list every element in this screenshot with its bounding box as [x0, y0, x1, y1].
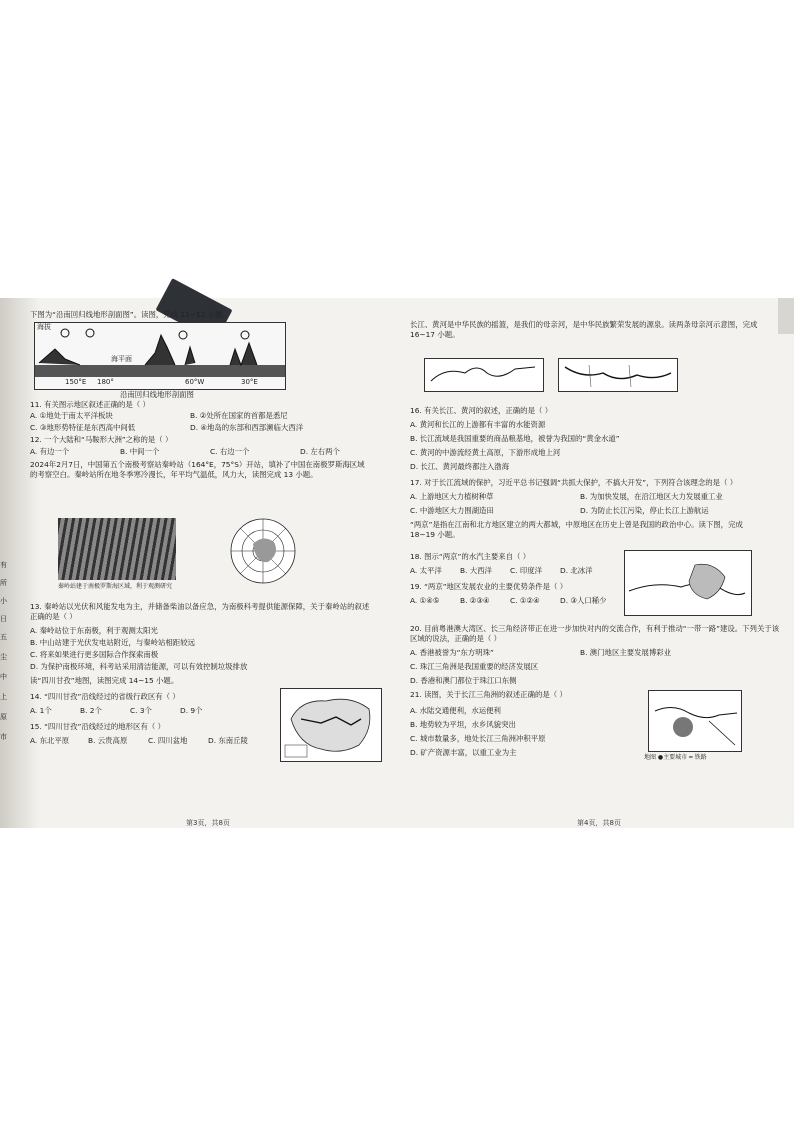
lon-label: 60°W	[185, 378, 205, 386]
q21-option-c: C. 城市数量多，地处长江三角洲冲积平原	[410, 734, 546, 743]
q21-option-b: B. 地势较为平坦，水乡风貌突出	[410, 720, 516, 729]
terrain-profile-figure	[34, 322, 286, 390]
q11-option-d: D. ④地岛的东部和西部濒临大西洋	[190, 423, 304, 432]
q15-option-a: A. 东北平原	[30, 736, 70, 745]
sea-level-label: 海平面	[111, 355, 132, 363]
q11-option-c: C. ③地形势特征是东西高中间低	[30, 423, 136, 432]
q18-option-d: D. 北冰洋	[560, 566, 593, 575]
yangtze-river-map	[558, 358, 678, 392]
yellow-river-map	[424, 358, 544, 392]
q14-stem: 14. “四川甘孜”沿线经过的省级行政区有（ ）	[30, 692, 180, 701]
edge-char: 尘	[0, 653, 7, 661]
q15-option-b: B. 云贵高原	[88, 736, 128, 745]
q14-option-d: D. 9个	[180, 706, 203, 715]
q15-option-c: C. 四川盆地	[148, 736, 188, 745]
q13-option-d: D. 为保护南极环境，科考站采用清洁能源，可以有效控制垃圾排放	[30, 662, 248, 671]
page-4	[410, 310, 780, 815]
q19-option-d: D. ③人口稀少	[560, 596, 607, 605]
polar-projection-map	[228, 516, 298, 586]
q16-option-d: D. 长江、黄河最终都注入渤海	[410, 462, 510, 471]
q12-option-a: A. 有边一个	[30, 447, 70, 456]
q18-stem: 18. 图示“两京”的水汽主要来自（ ）	[410, 552, 531, 561]
lon-label: 30°E	[241, 378, 258, 386]
passage-two-capitals: “两京”是指在江南和北方地区建立的两大都城，中原地区在历史上曾是我国的政治中心。读下图，完成 18~19 小题。	[410, 520, 743, 539]
edge-char: 小	[0, 597, 7, 605]
edge-char: 所	[0, 579, 7, 587]
q19-option-c: C. ①②④	[510, 596, 540, 605]
q17-option-c: C. 中游地区大力围湖造田	[410, 506, 494, 515]
q16-option-b: B. 长江流域是我国重要的商品粮基地，被誉为我国的“黄金水道”	[410, 434, 620, 443]
q21-option-d: D. 矿产资源丰富，以重工业为主	[410, 748, 517, 757]
q18-option-b: B. 大西洋	[460, 566, 492, 575]
page-number-left: 第3页，共8页	[186, 819, 230, 827]
q12-option-c: C. 右边一个	[210, 447, 250, 456]
q17-option-d: D. 为防止长江污染，停止长江上游航运	[580, 506, 709, 515]
q13-option-a: A. 秦岭站位于东南极，利于观测太阳光	[30, 626, 158, 635]
q20-stem: 20. 目前粤港澳大湾区、长三角经济带正在进一步加快对内的交流合作，有利于推动“一带一路”建设。下列关于该区域的说法，正确的是（ ）	[410, 624, 780, 643]
sheet-corner	[778, 298, 794, 334]
edge-char: 中	[0, 673, 7, 681]
q11-option-a: A. ①地处于南太平洋板块	[30, 411, 113, 420]
q16-option-a: A. 黄河和长江的上游都有丰富的水能资源	[410, 420, 546, 429]
q11-stem: 11. 有关图示地区叙述正确的是（ ）	[30, 400, 150, 409]
q16-stem: 16. 有关长江、黄河的叙述，正确的是（ ）	[410, 406, 553, 415]
figure-caption: 沿南回归线地形剖面图	[120, 390, 194, 399]
passage-qinling: 2024年2月7日，中国第五个南极考察站秦岭站（164°E，75°S）开站，填补了中国在南极罗斯海区域的考察空白。秦岭站所在地冬季寒冷漫长，年平均气温低，风力大，读图完成 13 小题。	[30, 460, 365, 479]
q18-option-c: C. 印度洋	[510, 566, 543, 575]
q12-option-b: B. 中间一个	[120, 447, 160, 456]
q20-option-b: B. 澳门地区主要发展博彩业	[580, 648, 672, 657]
q13-option-b: B. 中山站建于光伏发电站附近，与秦岭站相距较远	[30, 638, 195, 647]
edge-char: 五	[0, 633, 7, 641]
edge-char: 原	[0, 713, 7, 721]
yangtze-delta-map	[648, 690, 742, 752]
q14-option-a: A. 1个	[30, 706, 52, 715]
q16-option-c: C. 黄河的中游流经黄土高原，下游形成地上河	[410, 448, 561, 457]
q18-option-a: A. 太平洋	[410, 566, 442, 575]
edge-char: 日	[0, 615, 7, 623]
lon-label: 180°	[97, 378, 114, 386]
two-capitals-map	[624, 550, 752, 616]
q15-option-d: D. 东南丘陵	[208, 736, 248, 745]
passage-sichuan: 读“四川甘孜”地图，读图完成 14~15 小题。	[30, 676, 179, 685]
china-map-figure	[280, 688, 382, 762]
q12-stem: 12. 一个大陆和“马鞍形大洲”之称的是（ ）	[30, 435, 173, 444]
page-number-right: 第4页，共8页	[577, 819, 621, 827]
axis-label: 海拔	[37, 323, 51, 331]
map-legend: 地图 ●主要城市 ━ 铁路	[644, 754, 707, 761]
q17-stem: 17. 对于长江流域的保护，习近平总书记强调“共抓大保护，不搞大开发”，下列符合该理念的是（ ）	[410, 478, 738, 487]
q15-stem: 15. “四川甘孜”沿线经过的地形区有（ ）	[30, 722, 165, 731]
photo-caption: 秦岭站建于南极罗斯海区域，利于观测研究	[58, 583, 173, 590]
lon-label: 150°E	[65, 378, 87, 386]
station-photo	[58, 518, 176, 580]
q14-option-c: C. 3个	[130, 706, 152, 715]
q13-option-c: C. 将来如果进行更多国际合作探索南极	[30, 650, 159, 659]
q20-option-a: A. 香港被誉为“东方明珠”	[410, 648, 494, 657]
edge-char: 有	[0, 561, 7, 569]
q19-stem: 19. “两京”地区发展农业的主要优势条件是（ ）	[410, 582, 568, 591]
edge-char: 市	[0, 733, 7, 741]
q14-option-b: B. 2个	[80, 706, 102, 715]
q13-stem: 13. 秦岭站以光伏和风能发电为主，并储备柴油以备应急，为南极科考提供能源保障，关于秦岭站的叙述正确的是（ ）	[30, 602, 370, 621]
q19-option-b: B. ②③④	[460, 596, 490, 605]
q17-option-b: B. 为加快发展，在沿江地区大力发展重工业	[580, 492, 723, 501]
q21-option-a: A. 水陆交通便利，水运便利	[410, 706, 501, 715]
q20-option-c: C. 珠江三角洲是我国重要的经济发展区	[410, 662, 539, 671]
q17-option-a: A. 上游地区大力植树种草	[410, 492, 494, 501]
page-3	[30, 310, 400, 815]
q21-stem: 21. 读图，关于长江三角洲的叙述正确的是（ ）	[410, 690, 567, 699]
q12-option-d: D. 左右两个	[300, 447, 340, 456]
intro-text: 长江、黄河是中华民族的摇篮，是我们的母亲河，是中华民族繁荣发展的源泉。读两条母亲河示意图，完成 16~17 小题。	[410, 320, 758, 339]
intro-text: 下图为“沿南回归线地形剖面图”。读图，完成 11~12 小题。	[30, 310, 230, 319]
q11-option-b: B. ②处所在国家的首都是悉尼	[190, 411, 288, 420]
q20-option-d: D. 香港和澳门都位于珠江口东侧	[410, 676, 517, 685]
q19-option-a: A. ①④⑤	[410, 596, 440, 605]
edge-char: 上	[0, 693, 7, 701]
